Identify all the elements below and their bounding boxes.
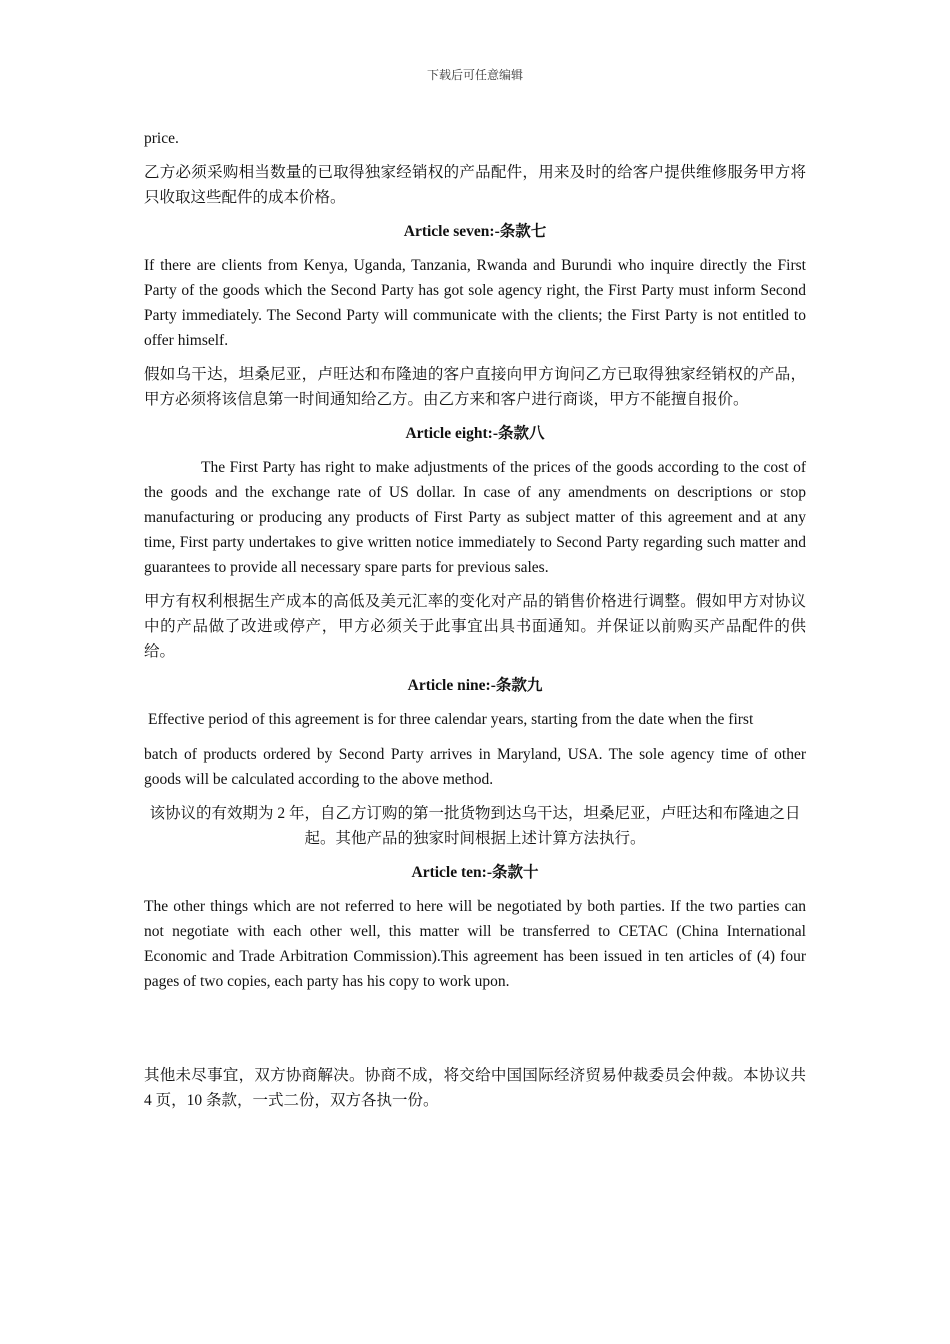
article-ten-english-paragraph: The other things which are not referred to here will be negotiated by both parties. If the two parties can not negotiate with each other well, this matter will be transferred to CETAC (China International Economic and Trade Arbitration Commission).This agreement has been issued in ten articles of (4) four pages of two copies, each party has his copy to work upon. xyxy=(144,898,806,990)
article-eight-heading: Article eight:-条款八 xyxy=(405,425,545,442)
paragraph-spacer xyxy=(144,1003,806,1063)
article-seven-heading: Article seven:-条款七 xyxy=(403,223,547,240)
article-seven-english-paragraph: If there are clients from Kenya, Uganda, Tanzania, Rwanda and Burundi who inquire directly the First Party of the goods which the Second Party has got sole agency right, the First Party must inform Second Party immediately. The Second Party will communicate with the clients; the First Party is not entitled to offer himself. xyxy=(144,257,806,349)
article-six-chinese-paragraph: 乙方必须采购相当数量的已取得独家经销权的产品配件，用来及时的给客户提供维修服务甲方将只收取这些配件的成本价格。 xyxy=(144,164,806,206)
article-ten-heading: Article ten:-条款十 xyxy=(411,864,539,881)
article-eight-chinese-paragraph: 甲方有权利根据生产成本的高低及美元汇率的变化对产品的销售价格进行调整。假如甲方对协议中的产品做了改进或停产，甲方必须关于此事宜出具书面通知。并保证以前购买产品配件的供给。 xyxy=(144,593,806,660)
article-seven-chinese-paragraph: 假如乌干达，坦桑尼亚，卢旺达和布隆迪的客户直接向甲方询问乙方已取得独家经销权的产品，甲方必须将该信息第一时间通知给乙方。由乙方来和客户进行商谈，甲方不能擅自报价。 xyxy=(144,366,806,408)
article-nine-chinese-paragraph: 该协议的有效期为 2 年，自乙方订购的第一批货物到达乌干达，坦桑尼亚，卢旺达和布隆迪之日起。其他产品的独家时间根据上述计算方法执行。 xyxy=(149,805,801,847)
document-body xyxy=(144,126,806,1122)
article-eight-english-paragraph: The First Party has right to make adjustments of the prices of the goods according to the cost of the goods and the exchange rate of US dollar. In case of any amendments on descriptions or stop manufacturing or producing any products of First Party as subject matter of this agreement and at any time, First party undertakes to give written notice immediately to Second Party regarding such matter and guarantees to provide all necessary spare parts for previous sales. xyxy=(144,459,806,576)
price-tail-paragraph: price. xyxy=(144,130,179,147)
article-nine-english-first-line: Effective period of this agreement is for three calendar years, starting from the date when the first xyxy=(148,711,754,728)
article-nine-english-paragraph: batch of products ordered by Second Party arrives in Maryland, USA. The sole agency time of other goods will be calculated according to the above method. xyxy=(144,746,806,788)
article-nine-heading: Article nine:-条款九 xyxy=(407,677,543,694)
page-header-note: 下载后可任意编辑 xyxy=(426,68,523,82)
article-ten-chinese-paragraph: 其他未尽事宜，双方协商解决。协商不成，将交给中国国际经济贸易仲裁委员会仲裁。本协议共 4 页，10 条款，一式二份，双方各执一份。 xyxy=(144,1067,806,1109)
